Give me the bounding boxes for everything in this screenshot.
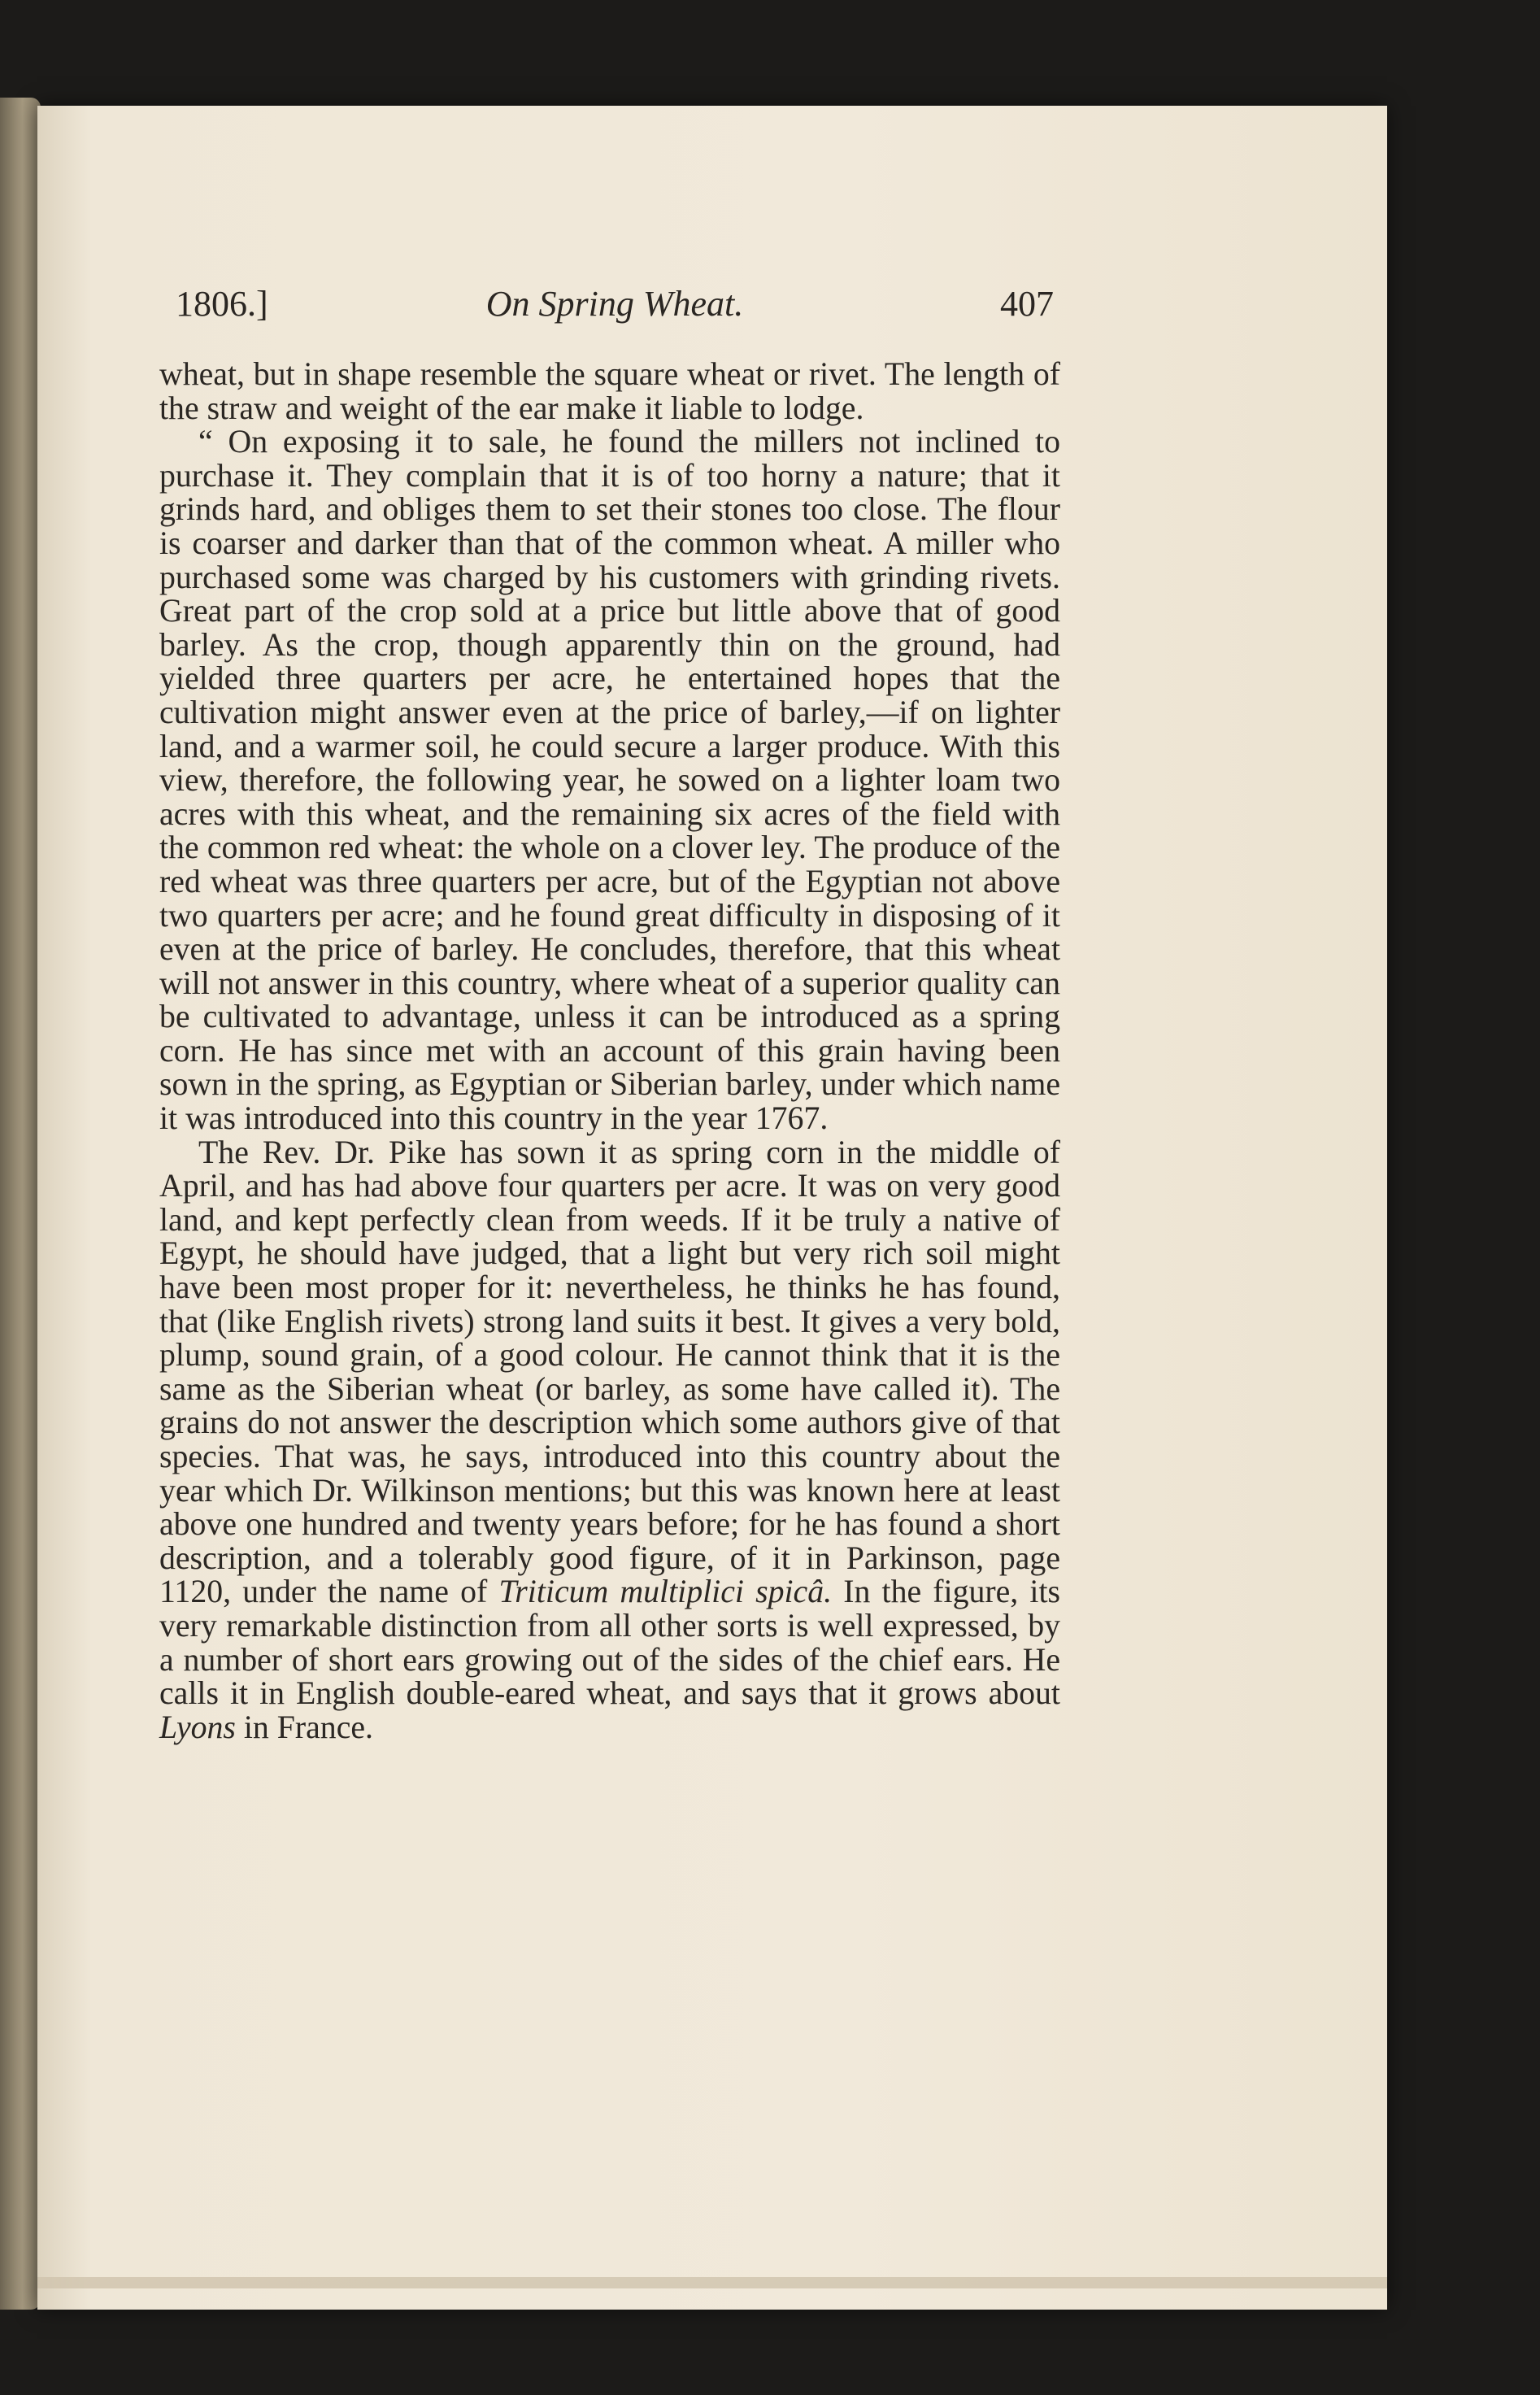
running-head: [176, 283, 1054, 332]
page-bottom-edge: [37, 2277, 1387, 2288]
left-page-edge: [0, 98, 41, 2310]
running-head-year: 1806.]: [176, 284, 268, 324]
paragraph-3-place-name: Lyons: [159, 1709, 236, 1745]
paragraph-3-part-1: The Rev. Dr. Pike has sown it as spring corn in the middle of April, and has had above four quarters per acre. It was on very good land, and kept perfectly clean from weeds. If it be truly a native of Egypt, he should have judged, that a light but very rich soil might have been most proper for it: nevertheless, he thinks he has found, that (like English rivets) strong land suits it best. It gives a very bold, plump, sound grain, of a good colour. He cannot think that it is the same as the Siberian wheat (or barley, as some have called it). The grains do not answer the description which some authors give of that species. That was, he says, introduced into this country about the year which Dr. Wilkinson mentions; but this was known here at least above one hundred and twenty years before; for he has found a short description, and a tolerably good figure, of it in Parkinson, page 1120, under the name of: [159, 1134, 1060, 1610]
body-text: [159, 358, 1060, 1744]
running-head-title: On Spring Wheat.: [485, 284, 744, 324]
paragraph-3-part-2: In the figure, its very remarkable distinction from all other sorts is well expressed, by a number of short ears growing out of the sides of the chief ears. He calls it in English double-eared wheat, and says that it grows about: [159, 1574, 1060, 1712]
paragraph-3-part-3: in France.: [235, 1709, 373, 1745]
page-number: 407: [1000, 284, 1054, 324]
paragraph-1: wheat, but in shape resemble the square wheat or rivet. The length of the straw and weight of the ear make it liable to lodge.: [159, 356, 1060, 426]
paragraph-2: “ On exposing it to sale, he found the millers not inclined to purchase it. They complain that it is of too horny a nature; that it grinds hard, and obliges them to set their stones too close. The flour is coarser and darker than that of the common wheat. A miller who purchased some was charged by his customers with grinding rivets. Great part of the crop sold at a price but little above that of good barley. As the crop, though apparently thin on the ground, had yielded three quarters per acre, he entertained hopes that the cultivation might answer even at the price of barley,—if on lighter land, and a warmer soil, he could secure a larger produce. With this view, therefore, the following year, he sowed on a lighter loam two acres with this wheat, and the remaining six acres of the field with the common red wheat: the whole on a clover ley. The produce of the red wheat was three quarters per acre, but of the Egyptian not above two quarters per acre; and he found great difficulty in disposing of it even at the price of barley. He concludes, therefore, that this wheat will not answer in this country, where wheat of a superior quality can be cultivated to advantage, unless it can be introduced as a spring corn. He has since met with an account of this grain having been sown in the spring, as Egyptian or Siberian barley, under which name it was introduced into this country in the year 1767.: [159, 424, 1060, 1137]
paragraph-3: [159, 1136, 1060, 1745]
paragraph-3-latin-name: Triticum multiplici spicâ.: [498, 1574, 833, 1610]
